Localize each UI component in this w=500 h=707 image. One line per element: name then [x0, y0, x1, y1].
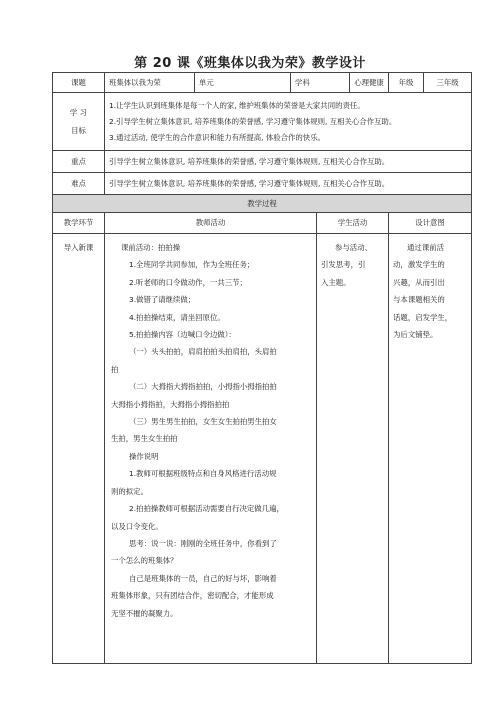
difficulty-text: 引导学生树立集体意识, 培养班集体的荣誉感, 学习遵守集体规则, 互相关心合作互助。: [105, 173, 472, 195]
topic-label: 课题: [53, 73, 105, 93]
design-intent-line: 为后文铺垫。: [393, 330, 438, 340]
header-stage: 教学环节: [53, 213, 105, 234]
difficulty-row: [53, 173, 472, 195]
teacher-activity-line: 自己是班集体的一员，自己的好与坏，影响着: [129, 573, 277, 583]
objective-item: 3.通过活动, 使学生的合作意识和能力有所提高, 体验合作的快乐。: [109, 132, 325, 142]
teacher-activity-line: 大拇指小拇指拍，大拇指小拇指拍拍: [111, 399, 230, 409]
teacher-activity: [105, 234, 317, 664]
process-header-row: [53, 213, 472, 234]
subject-value: 心理健康: [350, 73, 389, 93]
process-row: [53, 234, 472, 664]
teacher-activity-line: 无坚不摧的凝聚力。: [111, 608, 178, 618]
difficulty-label: 难点: [53, 173, 105, 195]
student-activity-line: 入主题。: [321, 277, 351, 287]
design-intent-line: 与本课题相关的: [393, 295, 445, 305]
student-activity-line: 引发思考，引: [321, 260, 366, 270]
section-title: 教学过程: [53, 195, 472, 213]
unit-label: 单元: [195, 73, 291, 93]
student-activity-line: 参与活动、: [335, 243, 372, 252]
teacher-activity-line: 操作说明: [129, 451, 159, 461]
teacher-activity-line: （三）男生男生拍拍，女生女生拍拍男生拍女: [129, 417, 277, 427]
teacher-activity-line: 则的拟定。: [111, 486, 148, 496]
topic-value: 班集体以我为荣: [105, 73, 195, 93]
objectives-row: [53, 93, 472, 151]
header-teacher: 教师活动: [105, 213, 317, 234]
teacher-activity-line: 3.做错了请继续做；: [129, 295, 196, 305]
design-intent-line: 动，激发学生的: [393, 260, 445, 270]
design-intent-line: 话题，启发学生，: [393, 312, 453, 322]
teacher-activity-line: 1.全班同学共同参加，作为全班任务；: [129, 260, 255, 270]
teacher-activity-line: 课前活动：拍拍操: [121, 243, 181, 252]
grade-value: 三年级: [424, 73, 472, 93]
teacher-activity-line: 2.听老师的口令做动作，一共三节；: [129, 277, 247, 287]
objectives-label: 学 习 目标: [53, 93, 105, 151]
objective-item: 1.让学生认识到班集体是每一个人的家, 维护班集体的荣誉是大家共同的责任。: [109, 100, 365, 110]
teacher-activity-line: 2.拍拍操教师可根据活动需要自行决定做几遍，: [129, 504, 284, 514]
info-row: [53, 73, 472, 93]
design-intent-line: 兴趣，从而引出: [393, 277, 445, 287]
teacher-activity-line: 一个怎么的班集体？: [111, 556, 178, 566]
objectives-list: [105, 93, 472, 151]
key-point-text: 引导学生树立集体意识, 培养班集体的荣誉感, 学习遵守集体规则, 互相关心合作互助。: [105, 151, 472, 173]
teacher-activity-line: 思考：说一说：刚刚的全班任务中，你看到了: [129, 538, 277, 548]
header-student: 学生活动: [317, 213, 389, 234]
objective-item: 2.引导学生树立集体意识, 培养班集体的荣誉感, 学习遵守集体规则, 互相关心合作互助。: [109, 116, 397, 126]
lesson-plan-table: [52, 72, 472, 664]
teacher-activity-line: 班集体形象，只有团结合作，密切配合，才能形成: [111, 591, 274, 601]
student-activity: [317, 234, 389, 664]
subject-label: 学科: [291, 73, 350, 93]
key-point-row: [53, 151, 472, 173]
design-intent-line: 通过课前活: [407, 243, 444, 252]
document-title: 第 20 课《班集体以我为荣》教学设计: [134, 56, 366, 71]
teacher-activity-line: 1.教师可根据班级特点和自身风格进行活动规: [129, 469, 277, 479]
teacher-activity-line: 生拍，男生女生拍拍: [111, 434, 178, 444]
teacher-activity-line: 5.拍拍操内容（边喊口令边做）：: [129, 330, 236, 340]
teacher-activity-line: 4.拍拍操结束，请坐回原位。: [129, 312, 225, 322]
design-intent: [389, 234, 472, 664]
teacher-activity-line: （二）大拇指大拇指拍拍，小拇指小拇指拍拍: [129, 382, 277, 392]
stage-name: 导入新课: [53, 234, 105, 664]
section-row: [53, 195, 472, 213]
teacher-activity-line: 以及口令变化。: [111, 521, 163, 531]
teacher-activity-line: 拍: [111, 364, 119, 374]
key-point-label: 重点: [53, 151, 105, 173]
grade-label: 年级: [389, 73, 424, 93]
teacher-activity-line: （一）头头拍拍，肩肩拍拍头拍肩拍，头肩拍: [129, 347, 277, 357]
header-intent: 设计意图: [389, 213, 472, 234]
